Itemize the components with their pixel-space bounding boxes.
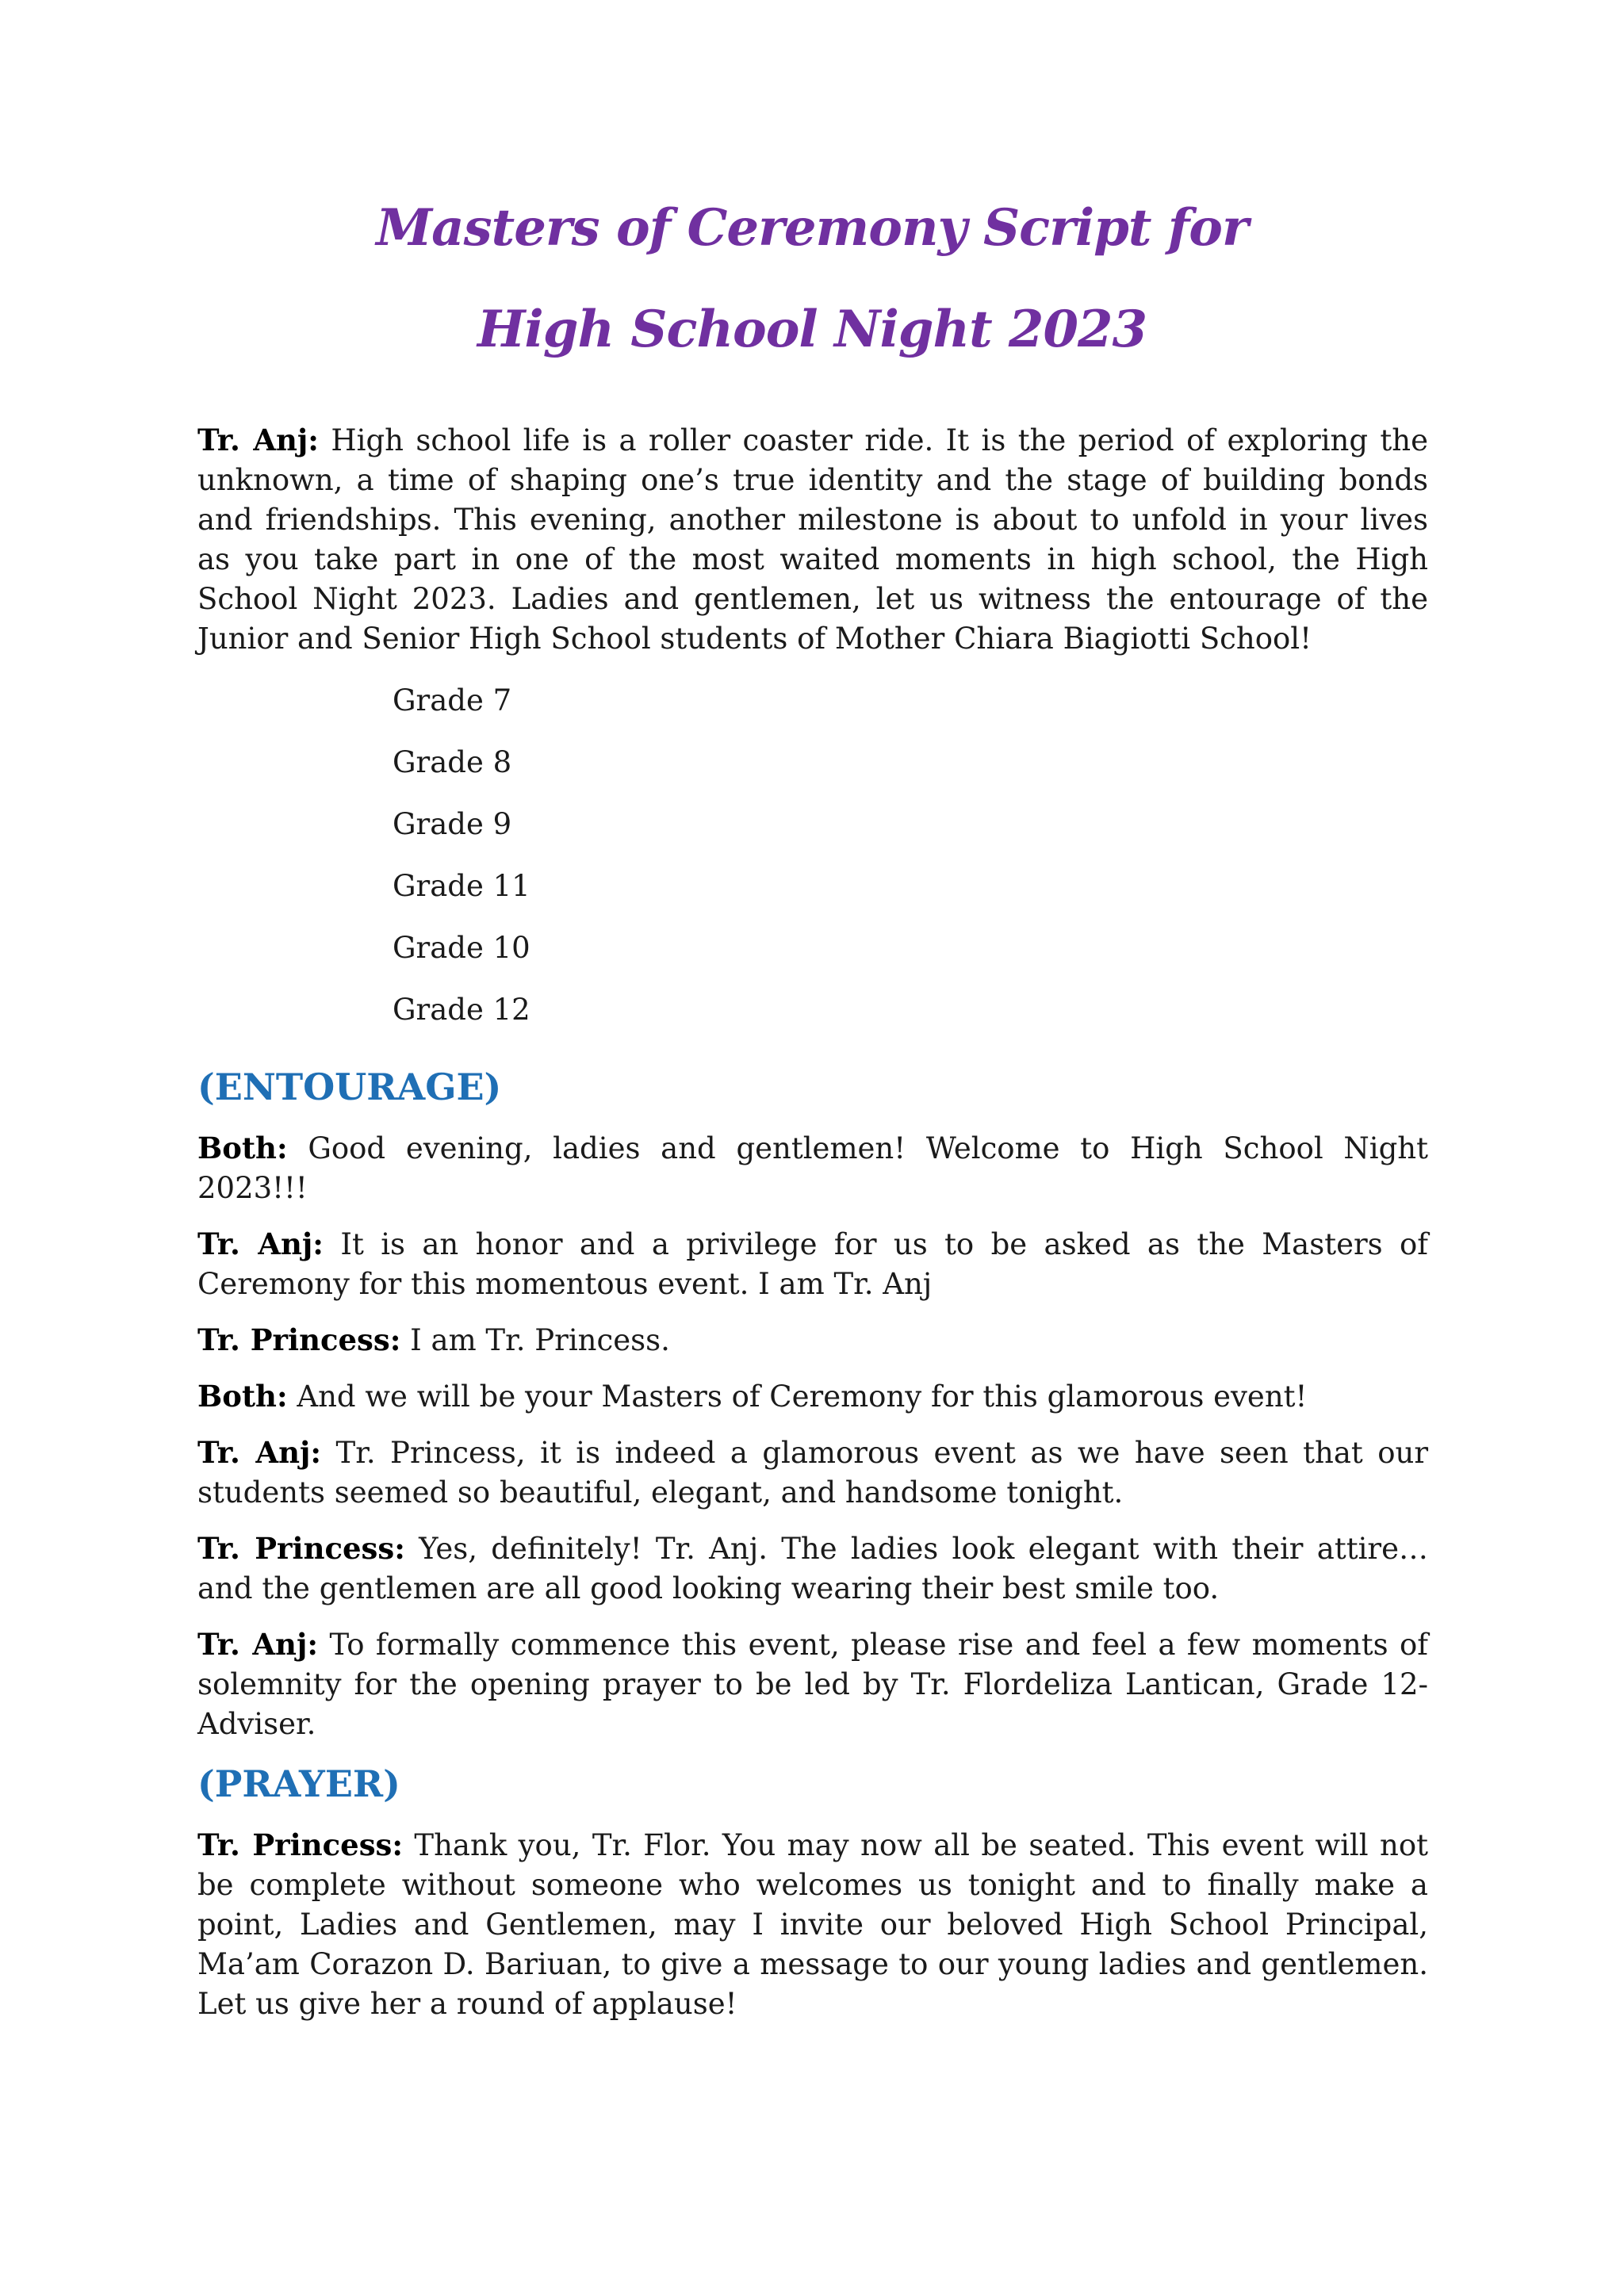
intro-text: High school life is a roller coaster ride. It is the period of exploring the unknown, a time of shaping one’s true identity and the stage of building bonds and friendships. This evening, another milestone is about to unfold in your lives as you take part in one of the most waited moments in high school, the High School Night 2023. Ladies and gentlemen, let us witness the entourage of the Junior and Senior High School students of Mother Chiara Biagiotti School! bbox=[197, 423, 1429, 656]
dialogue-line bbox=[197, 1825, 1428, 2024]
dialogue-line bbox=[197, 1433, 1428, 1513]
intro-paragraph bbox=[197, 420, 1428, 659]
section-heading-prayer: (PRAYER) bbox=[197, 1762, 400, 1805]
grade-item: Grade 8 bbox=[393, 745, 512, 779]
speaker-label: Tr. Anj: bbox=[197, 1226, 324, 1261]
grade-item: Grade 9 bbox=[393, 807, 512, 841]
dialogue-line bbox=[197, 1128, 1428, 1208]
grade-item: Grade 11 bbox=[393, 869, 530, 903]
dialogue-line bbox=[197, 1376, 1428, 1417]
speaker-label: Tr. Princess: bbox=[197, 1322, 401, 1357]
dialogue-line bbox=[197, 1529, 1428, 1609]
document-title-line-1: Masters of Ceremony Script for bbox=[376, 198, 1248, 258]
dialogue-text: Good evening, ladies and gentlemen! Welcome to High School Night 2023!!! bbox=[197, 1131, 1429, 1205]
speaker-label: Both: bbox=[197, 1131, 288, 1165]
speaker-label: Tr. Princess: bbox=[197, 1827, 404, 1862]
dialogue-text: And we will be your Masters of Ceremony for this glamorous event! bbox=[297, 1380, 1308, 1414]
dialogue-line bbox=[197, 1224, 1428, 1304]
speaker-label: Tr. Princess: bbox=[197, 1531, 405, 1566]
dialogue-text: Tr. Princess, it is indeed a glamorous event as we have seen that our students seemed so beautiful, elegant, and handsome tonight. bbox=[197, 1436, 1429, 1510]
speaker-label: Both: bbox=[197, 1379, 288, 1414]
dialogue-text: To formally commence this event, please rise and feel a few moments of solemnity for the opening prayer to be led by Tr. Flordeliza Lantican, Grade 12-Adviser. bbox=[197, 1628, 1428, 1741]
document-title-line-2: High School Night 2023 bbox=[477, 300, 1147, 359]
dialogue-text: It is an honor and a privilege for us to be asked as the Masters of Ceremony for this momentous event. I am Tr. Anj bbox=[197, 1227, 1429, 1301]
grade-item: Grade 10 bbox=[393, 931, 530, 965]
speaker-label: Tr. Anj: bbox=[197, 1435, 322, 1470]
dialogue-text: Yes, definitely! Tr. Anj. The ladies look elegant with their attire… and the gentlemen are all good looking wearing their best smile too. bbox=[197, 1532, 1428, 1605]
speaker-label: Tr. Anj: bbox=[197, 423, 319, 457]
grade-item: Grade 12 bbox=[393, 993, 530, 1027]
dialogue-line bbox=[197, 1320, 1428, 1360]
dialogue-text: Thank you, Tr. Flor. You may now all be seated. This event will not be complete without someone who welcomes us tonight and to finally make a point, Ladies and Gentlemen, may I invite our beloved High School Principal, Ma’am Corazon D. Bariuan, to give a message to our young ladies and gentlemen. Let us give her a round of applause! bbox=[197, 1828, 1428, 2021]
dialogue-text: I am Tr. Princess. bbox=[410, 1323, 670, 1357]
grade-item: Grade 7 bbox=[393, 683, 512, 718]
script-body bbox=[197, 420, 1428, 2046]
speaker-label: Tr. Anj: bbox=[197, 1627, 319, 1662]
grade-list bbox=[393, 681, 1428, 1052]
section-heading-entourage: (ENTOURAGE) bbox=[197, 1066, 502, 1108]
dialogue-line bbox=[197, 1624, 1428, 1744]
